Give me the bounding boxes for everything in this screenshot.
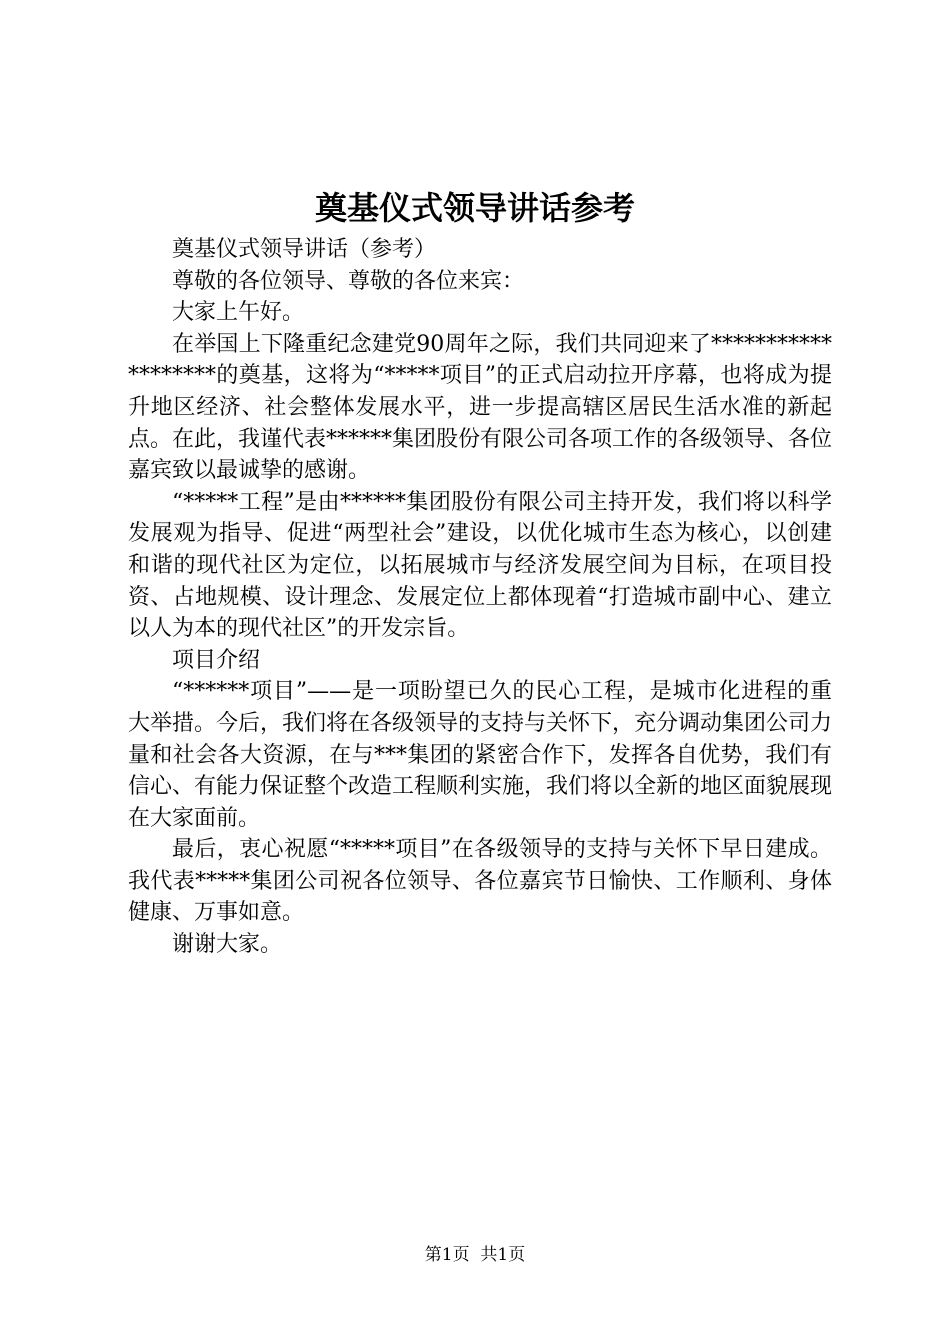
closing-paragraph: 谢谢大家。 [172,932,283,958]
body-paragraph: 在举国上下隆重纪念建党90周年之际，我们共同迎来了*******************的奠基，这将为“*****项目”的正式启动拉开序幕，也将成为提升地区经济、社会整体发展水平，进一步提高辖区居民生活水准的新起点。在此，我谨代表******集团股份有限公司各项工作的各级领导、各位嘉宾致以最诚挚的感谢。 [128,331,833,484]
body-paragraph: 最后，衷心祝愿“*****项目”在各级领导的支持与关怀下早日建成。我代表*****集团公司祝各位领导、各位嘉宾节日愉快、工作顺利、身体健康、万事如意。 [128,837,832,926]
section-heading: 项目介绍 [172,647,261,673]
document-title: 奠基仪式领导讲话参考 [314,189,635,227]
body-paragraph: “*****工程”是由******集团股份有限公司主持开发，我们将以科学发展观为指导、促进“两型社会”建设，以优化城市生态为核心，以创建和谐的现代社区为定位，以拓展城市与经济发展空间为目标，在项目投资、占地规模、设计理念、发展定位上都体现着“打造城市副中心、建立以人为本的现代社区”的开发宗旨。 [128,489,832,642]
salutation-paragraph: 尊敬的各位领导、尊敬的各位来宾： [172,268,525,294]
greeting-paragraph: 大家上午好。 [172,300,305,326]
page-number: 第1页 [424,1245,470,1265]
document-body [128,234,832,961]
page-footer [0,1243,950,1267]
footer-separator [470,1245,481,1265]
subtitle-paragraph: 奠基仪式领导讲话（参考） [172,237,437,262]
page-total: 共1页 [480,1245,526,1265]
body-paragraph: “******项目”——是一项盼望已久的民心工程，是城市化进程的重大举措。今后，我们将在各级领导的支持与关怀下，充分调动集团公司力量和社会各大资源，在与***集团的紧密合作下，发挥各自优势，我们有信心、有能力保证整个改造工程顺利实施，我们将以全新的地区面貌展现在大家面前。 [128,679,833,831]
